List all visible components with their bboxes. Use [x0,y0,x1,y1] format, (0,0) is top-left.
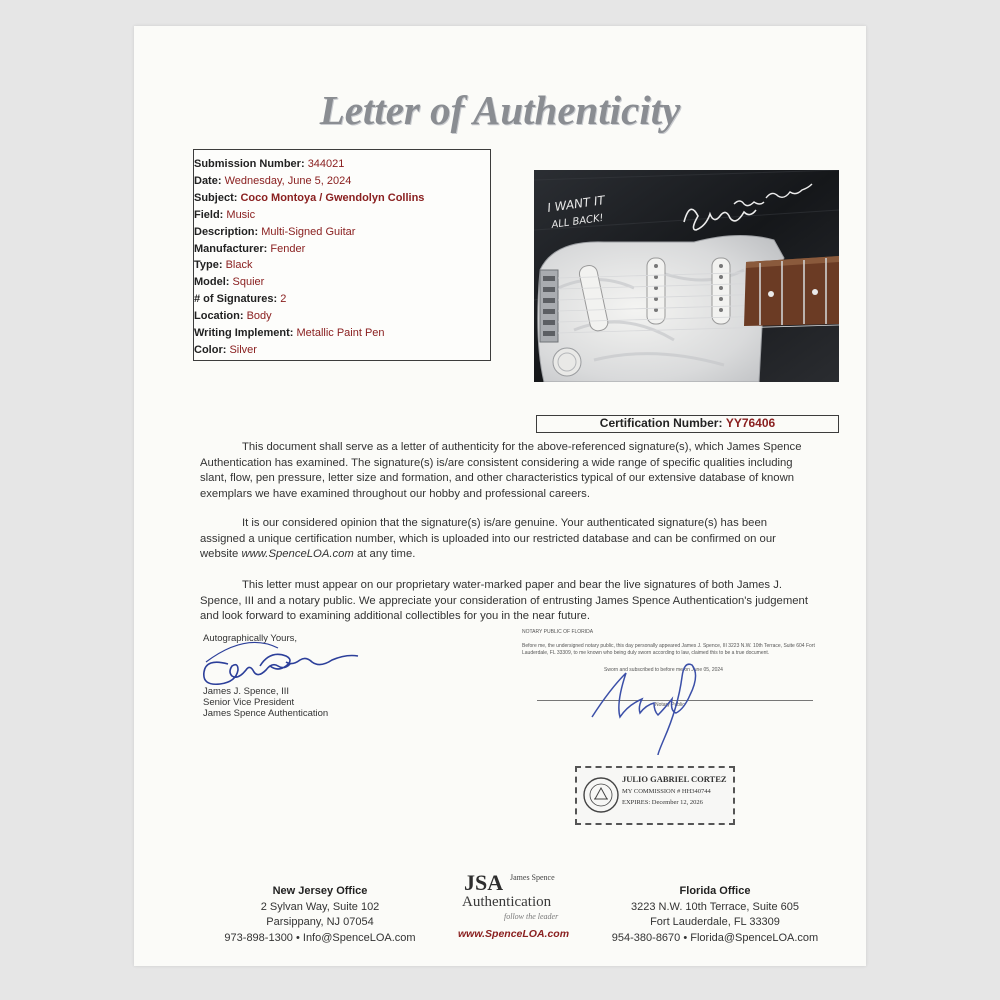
detail-row-submission-number [194,156,490,173]
detail-label: Manufacturer: [194,242,268,255]
paragraph-opinion-text: It is our considered opinion that the signature(s) is/are genuine. Your authenticated signature(s) has been assigned a unique certification number, which is uploaded into our restricted database and can be confirmed on our website [200,517,776,560]
detail-label: Field: [194,208,224,221]
signatory-name: James J. Spence, III [203,686,290,697]
logo-url[interactable]: www.SpenceLOA.com [458,928,570,940]
detail-label: Color: [194,343,227,356]
notary-statement: Before me, the undersigned notary public, this day personally appeared James J. Spence, III 3223 N.W. 10th Terrace, Suite 604 Fort Lauderdale, FL 33309, to me known who being duly sworn according to law, claimed this to be a true document. [522,643,815,656]
detail-row-location [194,308,490,325]
paragraph-examination: This document shall serve as a letter of authenticity for the above-referenced signature(s), which James Spence Authentication has examined. The signature(s) is/are consistent considering a wide range of specific qualities including slant, flow, pen pressure, letter size and formation, and other characteristics typical of our extensive database of known exemplars we have examined throughout our hobby and professional careers. [200,441,802,500]
detail-value: Black [225,259,253,272]
fl-address-line2: Fort Lauderdale, FL 33309 [650,916,780,928]
detail-row-writing-implement [194,325,490,342]
paragraph-opinion-end: at any time. [356,548,416,560]
detail-label: Type: [194,259,223,272]
detail-row-subject [194,190,490,207]
spence-signature [198,638,368,690]
submission-details-box [193,149,491,361]
detail-value: 344021 [307,158,345,170]
notary-expiration: EXPIRES: December 12, 2026 [622,799,703,806]
notary-heading: NOTARY PUBLIC OF FLORIDA [522,629,594,635]
detail-label: Location: [194,310,244,323]
guitar-illustration [534,170,839,382]
guitar-photo [534,170,839,382]
nj-address-line1: 2 Sylvan Way, Suite 102 [260,900,380,913]
detail-value: Silver [229,343,257,356]
detail-label: Submission Number: [194,158,305,170]
jsa-logo [448,866,590,946]
detail-row-description [194,224,490,241]
florida-seal-icon [582,775,620,815]
detail-value: Coco Montoya / Gwendolyn Collins [240,191,425,204]
logo-mark: JSA [464,870,504,895]
nj-office-title: New Jersey Office [272,885,368,897]
logo-subtitle: James Spence [510,873,555,882]
notary-stamp [575,766,735,825]
notary-commission: MY COMMISSION # HH340744 [622,788,711,795]
notary-line-label: Notary Public [655,702,685,708]
signatory-company: James Spence Authentication [203,708,329,719]
detail-value: Fender [270,242,306,255]
nj-contact: 973-898-1300 • Info@SpenceLOA.com [224,931,416,944]
detail-value: Wednesday, June 5, 2024 [224,174,352,187]
website-link[interactable]: www.SpenceLOA.com [241,548,354,560]
notary-sworn-line: Sworn and subscribed to before me on June 05, 2024 [604,667,723,673]
detail-value: Multi-Signed Guitar [261,225,356,238]
fl-address-line1: 3223 N.W. 10th Terrace, Suite 605 [631,900,799,913]
page-title: Letter of Authenticity [319,87,681,133]
fl-office-title: Florida Office [679,885,751,897]
detail-label: Subject: [194,191,238,204]
detail-label: # of Signatures: [194,293,278,306]
footer-fl-office [600,884,830,946]
certification-number: YY76406 [725,416,776,430]
detail-value: Music [226,208,256,221]
detail-row-date [194,173,490,190]
inscription-line: ALL BACK! [550,212,605,231]
fl-contact: 954-380-8670 • Florida@SpenceLOA.com [611,931,819,944]
detail-row-model [194,274,490,291]
signatory-role: Senior Vice President [203,697,295,708]
detail-row-color [194,342,490,359]
logo-tagline: follow the leader [504,912,559,921]
paragraph-watermark: This letter must appear on our proprietary water-marked paper and bear the live signatures of both James J. Spence, III and a notary public. We appreciate your consideration of entrusting James Spence Authentication's judgement and look forward to examining additional collectibles for you in the near future. [200,579,808,622]
inscription-line: I WANT IT [546,193,606,215]
paragraph-opinion [200,516,812,563]
notary-name: JULIO GABRIEL CORTEZ [622,774,727,784]
logo-wordmark: Authentication [462,894,552,910]
notary-signature [588,655,738,755]
detail-row-type [194,257,490,274]
closing-text: Autographically Yours, [203,633,298,644]
detail-value: Body [246,310,272,323]
detail-value: Squier [232,276,265,289]
detail-label: Writing Implement: [194,327,294,340]
detail-row-signature-count [194,291,490,308]
detail-row-manufacturer [194,241,490,258]
footer-nj-office [205,884,435,946]
detail-label: Description: [194,225,259,238]
detail-label: Model: [194,276,230,289]
detail-row-field [194,207,490,224]
nj-address-line2: Parsippany, NJ 07054 [266,916,374,928]
detail-label: Date: [194,174,222,187]
detail-value: Metallic Paint Pen [296,327,385,340]
detail-value: 2 [280,293,287,306]
certification-label: Certification Number: [599,416,723,430]
certification-number-box [536,415,839,433]
